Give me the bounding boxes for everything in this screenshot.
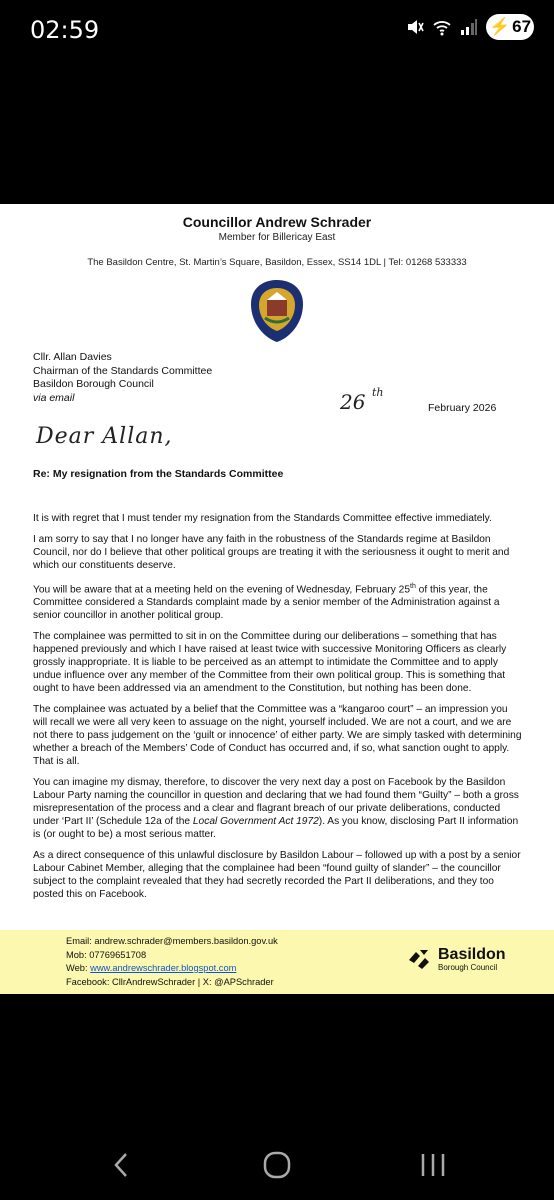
delivery-method: via email — [33, 391, 75, 404]
contact-details — [66, 935, 278, 989]
contact-social: Facebook: CllrAndrewSchrader | X: @APSchrader — [66, 976, 274, 987]
handwritten-date-day: 26 — [340, 390, 366, 414]
logo-title: Basildon — [438, 945, 506, 963]
logo-subtitle: Borough Council — [438, 962, 498, 972]
contact-mobile: Mob: 07769651708 — [66, 949, 147, 960]
recipient-name: Cllr. Allan Davies — [33, 351, 112, 363]
navigation-bar — [0, 1130, 554, 1200]
letter-image — [0, 204, 554, 994]
letterhead-name: Councillor Andrew Schrader — [182, 214, 372, 230]
council-crest-icon — [247, 278, 307, 344]
recents-icon[interactable] — [418, 1150, 448, 1180]
letterhead-address: The Basildon Centre, St. Martin’s Square, Basildon, Essex, SS14 1DL | Tel: 01268 533333 — [87, 257, 467, 268]
contact-web: Web: www.andrewschrader.blogspot.com — [66, 963, 237, 973]
letter-subject: Re: My resignation from the Standards Committee — [33, 468, 284, 480]
recipient-organisation: Basildon Borough Council — [33, 378, 154, 390]
back-icon[interactable] — [108, 1150, 136, 1180]
recipient-address — [33, 351, 212, 405]
paragraph-6: You can imagine my dismay, therefore, to discover the very next day a post on Facebook by the Basildon Labour Party naming the councillor in question and declaring that we had found them “Guilty” – both a gross misrepresentation of the process and a clear and flagrant breach of our private deliberations, conducted under ‘Part II’ (Schedule 12a of the Local Government Act 1972). As you know, disclosing Part II information is (or ought to be) a most serious matter. — [33, 777, 519, 841]
battery-level: 67 — [512, 17, 532, 36]
paragraph-3: You will be aware that at a meeting held on the evening of Wednesday, February 25th of this year, the Committee considered a Standards complaint made by a senior member of the Administration against a senior councillor in another political group. — [33, 583, 500, 622]
paragraph-2: I am sorry to say that I no longer have any faith in the robustness of the Standards regime at Basildon Council, nor do I believe that other political groups are treating it with the seriousness it ought to merit and which our constituents deserve. — [33, 534, 510, 571]
status-bar — [0, 0, 554, 60]
paragraph-1: It is with regret that I must tender my resignation from the Standards Committee effective immediately. — [33, 513, 492, 524]
recipient-title: Chairman of the Standards Committee — [33, 364, 213, 377]
signal-icon — [460, 18, 478, 36]
paragraph-4: The complainee was permitted to sit in on the Committee during our deliberations – something that has happened previously and which I have raised at least twice with successive Monitoring Officers as clearly grossly inappropriate. It is liable to be perceived as an attempt to intimidate the Committee and to apply undue influence over any member of the Committee from their own political group. This is something that ought to have been addressed via an amendment to the Constitution, but nothing has been done. — [33, 631, 507, 695]
web-link[interactable]: www.andrewschrader.blogspot.com — [90, 963, 237, 973]
bolt-icon: ⚡ — [488, 17, 511, 36]
paragraph-5: The complainee was actuated by a belief that the Committee was a “kangaroo court” – an impression you will recall we were all very keen to assuage on the night, yourself included. We are not a court, and we are not there to pass judgement on the ‘guilt or innocence’ of either party. We are simply tasked with determining whether a breach of the Members’ Code of Conduct has occurred and, if so, what sanction ought to apply. That is all. — [33, 704, 522, 768]
paragraph-7: As a direct consequence of this unlawful disclosure by Basildon Labour – followed up with a post by a senior Labour Cabinet Member, alleging that the complainee had been “found guilty of slander” – the councillor subject to the complaint revealed that they had secretly recorded the Part II deliberations, and they too posted this on Facebook. — [33, 850, 521, 901]
battery-indicator — [486, 14, 534, 40]
basildon-council-logo — [406, 946, 506, 972]
home-icon[interactable] — [262, 1150, 292, 1180]
wifi-icon — [432, 18, 452, 36]
contact-email: Email: andrew.schrader@members.basildon.gov.uk — [66, 936, 278, 946]
handwritten-date-suffix: th — [372, 386, 384, 399]
handwritten-salutation: Dear Allan, — [36, 424, 173, 449]
letter-footer — [0, 930, 554, 994]
mute-icon — [406, 18, 424, 36]
letter-body — [33, 512, 523, 909]
letter-date: February 2026 — [428, 402, 497, 414]
letterhead-subtitle: Member for Billericay East — [218, 232, 336, 243]
council-logo-icon — [406, 946, 432, 972]
status-icons — [406, 14, 534, 40]
clock: 02:59 — [30, 16, 100, 44]
